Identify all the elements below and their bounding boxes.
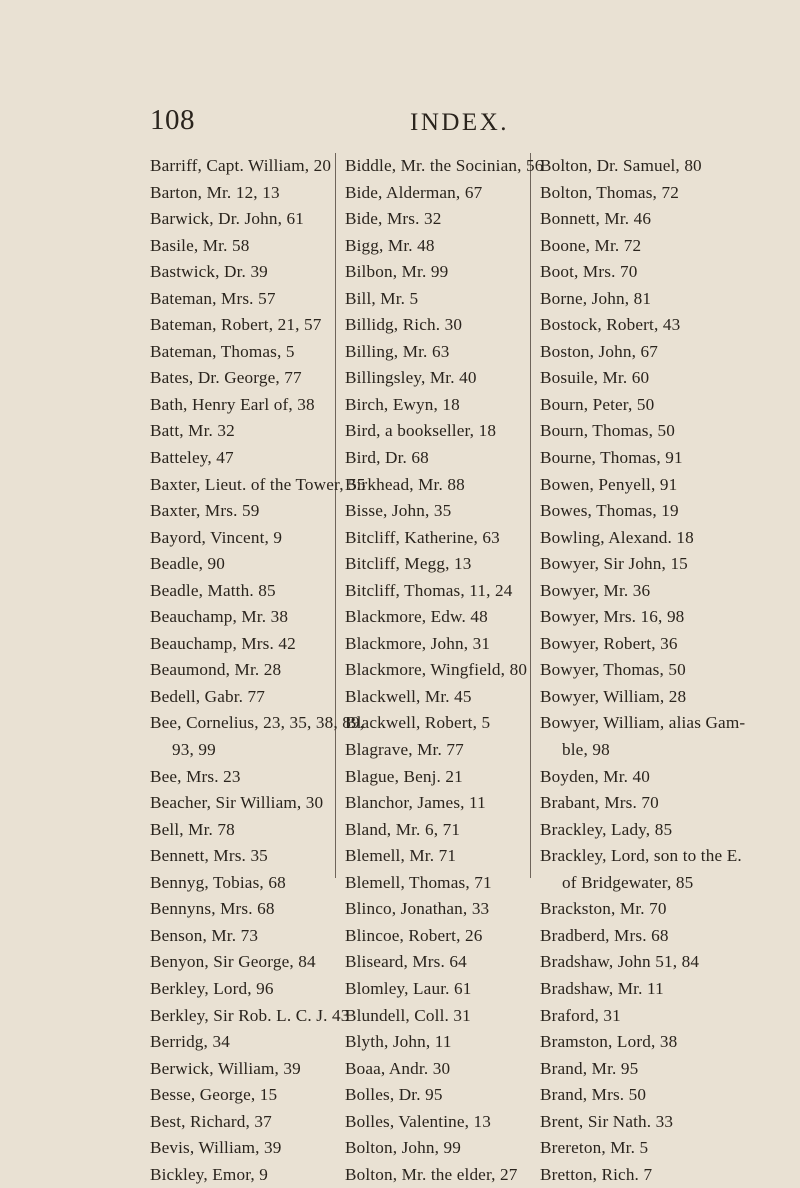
index-entry: Bosuile, Mr. 60 [540,368,650,388]
index-entry: Baxter, Mrs. 59 [150,501,260,521]
index-entry: Blanchor, James, 11 [345,793,486,813]
index-entry: Bowyer, Robert, 36 [540,633,678,653]
index-entry: Blackwell, Mr. 45 [345,686,472,706]
index-entry: Borne, John, 81 [540,288,652,308]
index-entry: Beadle, Matth. 85 [150,580,276,600]
index-entry-continuation: ble, 98 [562,740,610,760]
index-entry: Bowyer, Mr. 36 [540,580,651,600]
index-entry: Blyth, John, 11 [345,1032,452,1052]
index-entry: Birch, Ewyn, 18 [345,394,460,414]
index-entry: Brand, Mrs. 50 [540,1085,647,1105]
index-entry: Boot, Mrs. 70 [540,262,638,282]
index-entry: Berkley, Lord, 96 [150,978,274,998]
index-entry: Berkley, Sir Rob. L. C. J. 43 [150,1005,350,1025]
index-entry: Bigg, Mr. 48 [345,235,435,255]
index-entry: Blincoe, Robert, 26 [345,925,483,945]
index-entry: Brackley, Lord, son to the E. [540,846,742,866]
index-entry: Blundell, Coll. 31 [345,1005,471,1025]
index-entry: Boone, Mr. 72 [540,235,642,255]
index-entry: Bowyer, Thomas, 50 [540,660,686,680]
index-entry: Bradshaw, John 51, 84 [540,952,700,972]
index-entry: Beauchamp, Mrs. 42 [150,633,296,653]
index-entry: Brereton, Mr. 5 [540,1138,649,1158]
index-entry: Beacher, Sir William, 30 [150,793,324,813]
index-entry: Blague, Benj. 21 [345,766,463,786]
index-entry: Bitcliff, Thomas, 11, 24 [345,580,513,600]
index-entry: Bonnett, Mr. 46 [540,209,652,229]
index-entry: Braford, 31 [540,1005,621,1025]
index-entry: Bitcliff, Megg, 13 [345,554,472,574]
index-entry: Bramston, Lord, 38 [540,1032,678,1052]
index-entry: Biddle, Mr. the Socinian, 56 [345,156,544,175]
index-entry: Brand, Mr. 95 [540,1058,639,1078]
index-entry: Bowes, Thomas, 19 [540,501,679,521]
index-entry: Bateman, Thomas, 5 [150,341,295,361]
index-entry: Bowen, Penyell, 91 [540,474,678,494]
index-entry: Bastwick, Dr. 39 [150,262,268,282]
index-entry: Barton, Mr. 12, 13 [150,182,280,202]
index-entry: Billing, Mr. 63 [345,341,450,361]
index-entry: Baxter, Lieut. of the Tower, 55 [150,474,366,494]
index-entry: Beauchamp, Mr. 38 [150,607,289,627]
index-entry: Bateman, Robert, 21, 57 [150,315,322,335]
index-entry: Blinco, Jonathan, 33 [345,899,490,919]
index-entry: Bateman, Mrs. 57 [150,288,276,308]
index-entry: Berwick, William, 39 [150,1058,301,1078]
index-entry: Bourne, Thomas, 91 [540,448,683,468]
index-entry: Bolles, Valentine, 13 [345,1111,492,1131]
index-entry: Bretton, Rich. 7 [540,1164,653,1184]
index-entry: Blackmore, John, 31 [345,633,491,653]
index-entry: Barriff, Capt. William, 20 [150,156,332,175]
index-entry: Beaumond, Mr. 28 [150,660,282,680]
index-entry: Bickley, Emor, 9 [150,1164,269,1184]
index-entry: Bide, Alderman, 67 [345,182,483,202]
index-entry: Beadle, 90 [150,554,225,574]
index-entry: Bliseard, Mrs. 64 [345,952,467,972]
index-column-1 [150,153,366,1188]
index-entry: Bisse, John, 35 [345,501,452,521]
index-entry: Brackley, Lady, 85 [540,819,673,839]
index-entry: Bates, Dr. George, 77 [150,368,302,388]
index-entry: Blagrave, Mr. 77 [345,740,464,760]
index-entry: Bowyer, William, 28 [540,686,687,706]
index-entry: Barwick, Dr. John, 61 [150,209,305,229]
index-entry: Benyon, Sir George, 84 [150,952,316,972]
index-entry: Blomley, Laur. 61 [345,978,472,998]
index-entry: Bourn, Peter, 50 [540,394,655,414]
index-entry: Blackmore, Edw. 48 [345,607,488,627]
index-entry: Bird, a bookseller, 18 [345,421,497,441]
index-entry: Bevis, William, 39 [150,1138,282,1158]
index-entry: Bolton, Thomas, 72 [540,182,679,202]
index-entry: Basile, Mr. 58 [150,235,250,255]
index-entry: Bell, Mr. 78 [150,819,235,839]
index-entry: Bayord, Vincent, 9 [150,527,283,547]
index-entry: Boston, John, 67 [540,341,658,361]
index-entry: Bradberd, Mrs. 68 [540,925,669,945]
column-rule [335,153,336,878]
index-entry: Bradshaw, Mr. 11 [540,978,664,998]
index-entry: Bee, Cornelius, 23, 35, 38, 89, [150,713,365,733]
index-entry: Brabant, Mrs. 70 [540,793,659,813]
index-entry: Blackmore, Wingfield, 80 [345,660,528,680]
index-entry: Bostock, Robert, 43 [540,315,681,335]
index-entry: Bennyns, Mrs. 68 [150,899,275,919]
index-entry: Boaa, Andr. 30 [345,1058,451,1078]
index-entry-continuation: 93, 99 [172,740,216,760]
index-entry: Bennyg, Tobias, 68 [150,872,286,892]
index-entry: Bolton, John, 99 [345,1138,462,1158]
index-entry: Brent, Sir Nath. 33 [540,1111,674,1131]
index-entry: Bourn, Thomas, 50 [540,421,675,441]
index-entry: Billidg, Rich. 30 [345,315,463,335]
index-entry: Blackwell, Robert, 5 [345,713,491,733]
index-entry: Bolles, Dr. 95 [345,1085,443,1105]
index-entry: Bath, Henry Earl of, 38 [150,394,315,414]
index-entry: Boyden, Mr. 40 [540,766,650,786]
running-head: INDEX. [410,109,510,136]
index-entry: Bolton, Mr. the elder, 27 [345,1164,518,1184]
index-entry: Bowyer, Mrs. 16, 98 [540,607,685,627]
column-rule [530,153,531,878]
index-entry: Bitcliff, Katherine, 63 [345,527,500,547]
index-entry: Blemell, Mr. 71 [345,846,457,866]
index-entry: Bide, Mrs. 32 [345,209,442,229]
index-entry: Best, Richard, 37 [150,1111,272,1131]
index-entry: Besse, George, 15 [150,1085,278,1105]
index-entry: Batteley, 47 [150,448,234,468]
index-entry: Bilbon, Mr. 99 [345,262,449,282]
index-entry: Bee, Mrs. 23 [150,766,241,786]
index-entry: Blemell, Thomas, 71 [345,872,492,892]
index-entry: Bowyer, Sir John, 15 [540,554,688,574]
index-entry: Bowling, Alexand. 18 [540,527,694,547]
index-entry: Bill, Mr. 5 [345,288,419,308]
index-column-2 [345,153,544,1188]
index-entry: Bedell, Gabr. 77 [150,686,266,706]
index-entry: Billingsley, Mr. 40 [345,368,477,388]
index-entry: Benson, Mr. 73 [150,925,259,945]
index-entry: Bennett, Mrs. 35 [150,846,268,866]
index-entry: Brackston, Mr. 70 [540,899,667,919]
index-entry: Batt, Mr. 32 [150,421,235,441]
page-number: 108 [150,104,195,136]
index-column-3 [540,153,750,1188]
index-entry: Bird, Dr. 68 [345,448,429,468]
index-entry: Birkhead, Mr. 88 [345,474,465,494]
index-entry: Bolton, Dr. Samuel, 80 [540,156,702,175]
index-entry: Bowyer, William, alias Gam- [540,713,746,733]
index-entry-continuation: of Bridgewater, 85 [562,872,694,892]
index-entry: Berridg, 34 [150,1032,230,1052]
index-entry: Bland, Mr. 6, 71 [345,819,461,839]
